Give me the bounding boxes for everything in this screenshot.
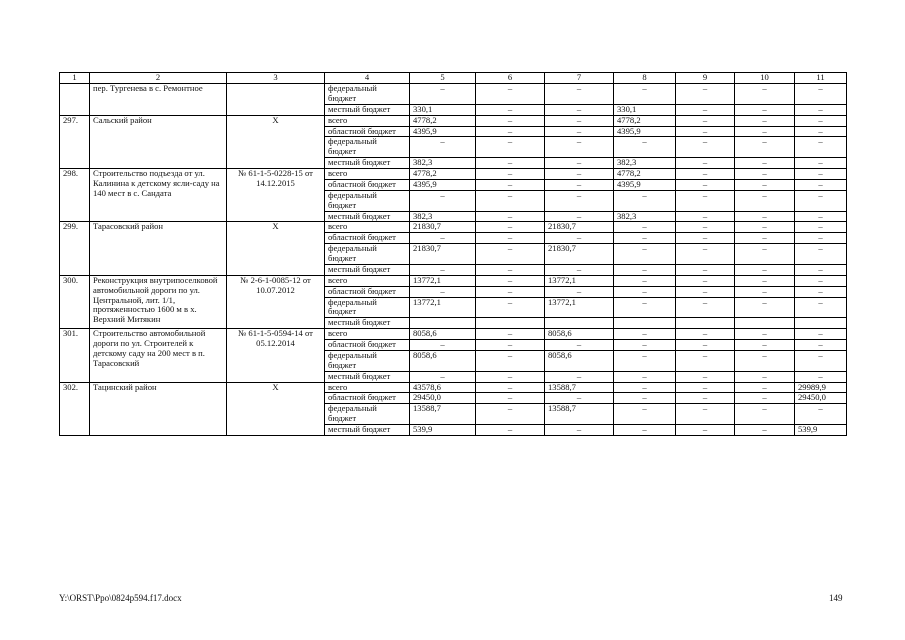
value-cell [676, 318, 735, 329]
value-cell: – [614, 222, 676, 233]
value-cell [476, 318, 545, 329]
value-cell: – [614, 244, 676, 265]
value-cell: – [476, 126, 545, 137]
value-cell: 13772,1 [545, 275, 614, 286]
table-row [60, 115, 847, 126]
value-cell: 29989,9 [795, 382, 847, 393]
value-cell: – [735, 371, 795, 382]
row-number: 297. [60, 115, 90, 168]
value-cell: 539,9 [410, 425, 476, 436]
value-cell: – [410, 84, 476, 105]
value-cell: – [735, 244, 795, 265]
registration-number: № 61-1-5-0228-15 от 14.12.2015 [227, 169, 325, 222]
column-number: 9 [676, 73, 735, 84]
value-cell: – [676, 329, 735, 340]
value-cell: 29450,0 [795, 393, 847, 404]
column-number: 4 [325, 73, 410, 84]
value-cell: 21830,7 [545, 222, 614, 233]
value-cell: – [795, 126, 847, 137]
value-cell: – [545, 137, 614, 158]
value-cell: – [676, 286, 735, 297]
value-cell: – [735, 329, 795, 340]
value-cell: – [735, 393, 795, 404]
value-cell: – [676, 115, 735, 126]
value-cell: – [795, 404, 847, 425]
funding-source: местный бюджет [325, 371, 410, 382]
value-cell: – [476, 104, 545, 115]
value-cell: – [735, 297, 795, 318]
value-cell: – [676, 371, 735, 382]
value-cell: – [545, 190, 614, 211]
value-cell: – [676, 169, 735, 180]
funding-source: местный бюджет [325, 104, 410, 115]
column-number: 11 [795, 73, 847, 84]
funding-source: местный бюджет [325, 318, 410, 329]
value-cell: – [735, 382, 795, 393]
object-name: Тацинский район [90, 382, 227, 435]
value-cell: – [676, 425, 735, 436]
value-cell: – [795, 222, 847, 233]
value-cell: – [735, 286, 795, 297]
value-cell: 8058,6 [410, 350, 476, 371]
value-cell: 13588,7 [410, 404, 476, 425]
value-cell: – [410, 340, 476, 351]
value-cell: – [735, 233, 795, 244]
value-cell: – [676, 275, 735, 286]
value-cell: – [676, 137, 735, 158]
value-cell: – [614, 425, 676, 436]
value-cell: 4778,2 [410, 169, 476, 180]
value-cell: – [795, 371, 847, 382]
value-cell: – [795, 84, 847, 105]
value-cell: 13588,7 [545, 382, 614, 393]
registration-number: Х [227, 382, 325, 435]
value-cell: 539,9 [795, 425, 847, 436]
value-cell: 382,3 [614, 211, 676, 222]
value-cell: – [735, 211, 795, 222]
value-cell: – [476, 115, 545, 126]
row-number: 302. [60, 382, 90, 435]
value-cell: – [614, 350, 676, 371]
value-cell: – [676, 382, 735, 393]
column-number: 5 [410, 73, 476, 84]
value-cell: – [795, 275, 847, 286]
funding-source: местный бюджет [325, 158, 410, 169]
value-cell: 8058,6 [545, 350, 614, 371]
value-cell: – [545, 286, 614, 297]
value-cell: 382,3 [614, 158, 676, 169]
value-cell: – [476, 169, 545, 180]
table-body [60, 73, 847, 436]
value-cell: – [476, 264, 545, 275]
value-cell: 4778,2 [614, 169, 676, 180]
budget-table [59, 72, 847, 436]
value-cell: 13772,1 [410, 275, 476, 286]
funding-source: федеральный бюджет [325, 297, 410, 318]
value-cell: 8058,6 [410, 329, 476, 340]
value-cell: 4395,9 [410, 179, 476, 190]
funding-source: всего [325, 169, 410, 180]
value-cell: – [795, 211, 847, 222]
value-cell: – [614, 137, 676, 158]
page-number: 149 [829, 593, 843, 603]
value-cell: – [676, 222, 735, 233]
value-cell: – [545, 340, 614, 351]
object-name: Сальский район [90, 115, 227, 168]
value-cell: – [545, 158, 614, 169]
table-row [60, 169, 847, 180]
value-cell: – [676, 233, 735, 244]
value-cell: – [545, 264, 614, 275]
registration-number [227, 84, 325, 116]
value-cell: – [735, 104, 795, 115]
value-cell: – [795, 350, 847, 371]
value-cell: – [676, 190, 735, 211]
value-cell: – [795, 244, 847, 265]
value-cell: – [410, 190, 476, 211]
value-cell: 8058,6 [545, 329, 614, 340]
value-cell: – [476, 211, 545, 222]
value-cell: – [410, 233, 476, 244]
value-cell: – [545, 115, 614, 126]
value-cell: – [735, 84, 795, 105]
value-cell: – [410, 137, 476, 158]
value-cell: – [614, 329, 676, 340]
value-cell: – [410, 286, 476, 297]
funding-source: федеральный бюджет [325, 350, 410, 371]
value-cell: – [476, 393, 545, 404]
value-cell: – [795, 137, 847, 158]
column-number: 3 [227, 73, 325, 84]
value-cell: – [676, 158, 735, 169]
value-cell: – [676, 350, 735, 371]
value-cell: – [614, 275, 676, 286]
value-cell: 330,1 [410, 104, 476, 115]
object-name: Тарасовский район [90, 222, 227, 275]
funding-source: областной бюджет [325, 393, 410, 404]
value-cell: – [676, 104, 735, 115]
funding-source: федеральный бюджет [325, 190, 410, 211]
value-cell: 330,1 [614, 104, 676, 115]
row-number: 301. [60, 329, 90, 382]
value-cell: – [476, 329, 545, 340]
value-cell: 29450,0 [410, 393, 476, 404]
value-cell: 4778,2 [410, 115, 476, 126]
column-number: 1 [60, 73, 90, 84]
value-cell: 21830,7 [545, 244, 614, 265]
value-cell: – [676, 179, 735, 190]
funding-source: всего [325, 382, 410, 393]
column-number: 2 [90, 73, 227, 84]
value-cell: – [735, 115, 795, 126]
funding-source: федеральный бюджет [325, 84, 410, 105]
value-cell: – [476, 286, 545, 297]
object-name: Строительство автомобильной дороги по ул. Строителей к детскому саду на 200 мест в п. Тарасовский [90, 329, 227, 382]
table-row [60, 84, 847, 105]
value-cell: – [545, 179, 614, 190]
value-cell: – [614, 371, 676, 382]
value-cell: – [476, 84, 545, 105]
value-cell: 43578,6 [410, 382, 476, 393]
value-cell: – [476, 137, 545, 158]
value-cell: – [676, 84, 735, 105]
value-cell: 21830,7 [410, 244, 476, 265]
value-cell: – [676, 244, 735, 265]
row-number: 298. [60, 169, 90, 222]
value-cell: 13772,1 [545, 297, 614, 318]
value-cell: – [735, 350, 795, 371]
value-cell: 4395,9 [614, 179, 676, 190]
value-cell: – [476, 179, 545, 190]
value-cell: 21830,7 [410, 222, 476, 233]
value-cell: – [795, 233, 847, 244]
funding-source: областной бюджет [325, 340, 410, 351]
value-cell: – [545, 425, 614, 436]
value-cell: – [614, 404, 676, 425]
value-cell: – [735, 425, 795, 436]
table-row [60, 329, 847, 340]
funding-source: областной бюджет [325, 286, 410, 297]
value-cell: – [614, 393, 676, 404]
funding-source: областной бюджет [325, 126, 410, 137]
value-cell: – [735, 404, 795, 425]
value-cell: – [476, 190, 545, 211]
value-cell: – [795, 297, 847, 318]
object-name: пер. Тургенева в с. Ремонтное [90, 84, 227, 116]
value-cell: – [476, 233, 545, 244]
value-cell: – [476, 297, 545, 318]
value-cell: – [735, 264, 795, 275]
value-cell: – [410, 264, 476, 275]
value-cell: – [614, 233, 676, 244]
value-cell: – [795, 104, 847, 115]
value-cell: – [735, 275, 795, 286]
value-cell: – [476, 382, 545, 393]
value-cell: – [545, 104, 614, 115]
funding-source: областной бюджет [325, 233, 410, 244]
value-cell: – [795, 179, 847, 190]
value-cell [614, 318, 676, 329]
value-cell: – [614, 286, 676, 297]
object-name: Строительство подъезда от ул. Калинина к детскому ясли-саду на 140 мест в с. Сандата [90, 169, 227, 222]
value-cell: – [795, 264, 847, 275]
value-cell: – [614, 84, 676, 105]
funding-source: местный бюджет [325, 211, 410, 222]
value-cell: – [795, 158, 847, 169]
value-cell: – [614, 382, 676, 393]
value-cell: – [795, 329, 847, 340]
value-cell: – [795, 286, 847, 297]
table-row [60, 275, 847, 286]
value-cell: – [676, 340, 735, 351]
row-number: 299. [60, 222, 90, 275]
value-cell: 13588,7 [545, 404, 614, 425]
row-number [60, 84, 90, 116]
value-cell [545, 318, 614, 329]
registration-number: № 61-1-5-0594-14 от 05.12.2014 [227, 329, 325, 382]
value-cell: – [545, 84, 614, 105]
value-cell: – [735, 222, 795, 233]
value-cell: – [795, 340, 847, 351]
value-cell: 13772,1 [410, 297, 476, 318]
value-cell: – [614, 297, 676, 318]
column-number: 6 [476, 73, 545, 84]
row-number: 300. [60, 275, 90, 328]
funding-source: федеральный бюджет [325, 404, 410, 425]
registration-number: № 2-6-1-0085-12 от 10.07.2012 [227, 275, 325, 328]
registration-number: Х [227, 222, 325, 275]
object-name: Реконструкция внутрипоселковой автомобильной дороги по ул. Центральной, лит. 1/1, протяженностью 1600 м в х. Верхний Митякин [90, 275, 227, 328]
value-cell: – [476, 275, 545, 286]
column-number: 7 [545, 73, 614, 84]
value-cell: 4395,9 [614, 126, 676, 137]
value-cell: – [476, 371, 545, 382]
value-cell: – [735, 137, 795, 158]
value-cell: – [545, 393, 614, 404]
funding-source: всего [325, 115, 410, 126]
value-cell: – [545, 211, 614, 222]
funding-source: всего [325, 329, 410, 340]
value-cell: – [476, 404, 545, 425]
funding-source: областной бюджет [325, 179, 410, 190]
registration-number: Х [227, 115, 325, 168]
value-cell: – [476, 244, 545, 265]
value-cell: – [545, 371, 614, 382]
funding-source: всего [325, 222, 410, 233]
value-cell: – [676, 264, 735, 275]
value-cell: – [735, 179, 795, 190]
value-cell [410, 318, 476, 329]
value-cell: – [476, 350, 545, 371]
value-cell: 4778,2 [614, 115, 676, 126]
value-cell: – [476, 340, 545, 351]
value-cell [795, 318, 847, 329]
value-cell: – [410, 371, 476, 382]
funding-source: местный бюджет [325, 425, 410, 436]
value-cell: – [676, 404, 735, 425]
value-cell: – [614, 340, 676, 351]
table-row [60, 382, 847, 393]
value-cell: – [676, 393, 735, 404]
value-cell: – [735, 340, 795, 351]
value-cell: – [735, 190, 795, 211]
value-cell: – [676, 126, 735, 137]
value-cell: – [476, 158, 545, 169]
value-cell [735, 318, 795, 329]
value-cell: – [614, 264, 676, 275]
column-number: 10 [735, 73, 795, 84]
value-cell: 4395,9 [410, 126, 476, 137]
document-path: Y:\ORST\Ppo\0824p594.f17.docx [59, 593, 182, 603]
value-cell: – [476, 425, 545, 436]
value-cell: – [476, 222, 545, 233]
value-cell: – [614, 190, 676, 211]
value-cell: – [735, 169, 795, 180]
value-cell: – [735, 126, 795, 137]
value-cell: 382,3 [410, 158, 476, 169]
funding-source: местный бюджет [325, 264, 410, 275]
value-cell: – [676, 211, 735, 222]
value-cell: – [795, 115, 847, 126]
column-number-row [60, 73, 847, 84]
value-cell: 382,3 [410, 211, 476, 222]
value-cell: – [735, 158, 795, 169]
value-cell: – [795, 190, 847, 211]
value-cell: – [545, 126, 614, 137]
table-row [60, 222, 847, 233]
column-number: 8 [614, 73, 676, 84]
value-cell: – [676, 297, 735, 318]
funding-source: федеральный бюджет [325, 244, 410, 265]
value-cell: – [545, 233, 614, 244]
value-cell: – [795, 169, 847, 180]
funding-source: всего [325, 275, 410, 286]
value-cell: – [545, 169, 614, 180]
funding-source: федеральный бюджет [325, 137, 410, 158]
